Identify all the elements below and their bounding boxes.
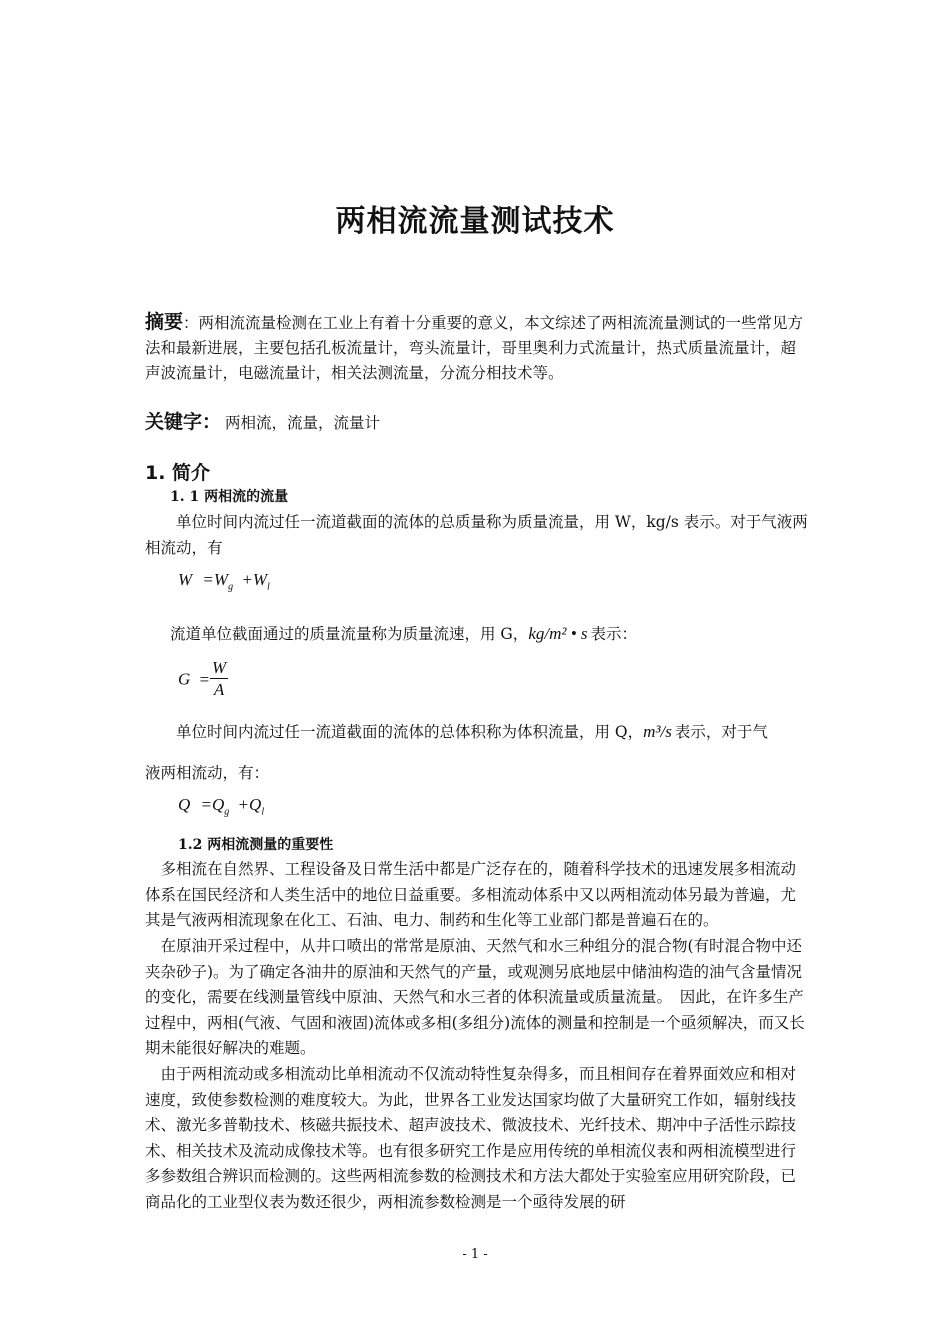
subsection-heading-1-1: 1. 1 两相流的流量	[170, 489, 289, 505]
paragraph-importance-2: 在原油开采过程中，从井口喷出的常常是原油、天然气和水三种组分的混合物(有时混合物中还夹杂砂子)。为了确定各油井的原油和天然气的产量，或观测另底地层中储油构造的油气含量情况的变化，需要在线测量管线中原油、天然气和水三者的体积流量或质量流量。 因此，在许多生产过程中，两相(气液、气固和液固)流体或多相(多组分)流体的测量和控制是一个亟须解决，而又长期未能很好解决的难题。	[145, 937, 805, 1057]
abstract	[145, 310, 810, 386]
abstract-text: ：两相流流量检测在工业上有着十分重要的意义，本文综述了两相流流量测试的一些常见方法和最新进展，主要包括孔板流量计，弯头流量计，哥里奥利力式流量计，热式质量流量计，超声波流量计，电磁流量计，相关法测流量，分流分相技术等。	[145, 314, 804, 382]
paragraph-volume-flow: 单位时间内流过任一流道截面的流体的总体积称为体积流量，用 Q，m³/s 表示，对于气	[176, 722, 768, 741]
paragraph-mass-flux: 流道单位截面通过的质量流量称为质量流速，用 G，kg/m² • s 表示：	[170, 624, 638, 643]
abstract-label: 摘要	[145, 311, 184, 333]
paragraph-importance-1: 多相流在自然界、工程设备及日常生活中都是广泛存在的，随着科学技术的迅速发展多相流动体系在国民经济和人类生活中的地位日益重要。多相流动体系中又以两相流动体另最为普遍，尤其是气液两相流现象在化工、石油、电力、制药和生化等工业部门都是普遍石在的。	[145, 860, 797, 929]
document-title: 两相流流量测试技术	[335, 204, 615, 239]
paragraph-mass-flow: 单位时间内流过任一流道截面的流体的总质量称为质量流量，用 W，kg/s 表示。对于气液两相流动，有	[145, 513, 808, 557]
paragraph-importance-3: 由于两相流动或多相流动比单相流动不仅流动特性复杂得多，而且相间存在着界面效应和相对速度，致使参数检测的难度较大。为此，世界各工业发达国家均做了大量研究工作如，辐射线技术、激光多普勒技术、核磁共振技术、超声波技术、微波技术、光纤技术、期冲中子活性示踪技术、相关技术及流动成像技术等。也有很多研究工作是应用传统的单相流仪表和两相流模型进行多参数组合辨识而检测的。这些两相流参数的检测技术和方法大都处于实验室应用研究阶段，已商品化的工业型仪表为数还很少，两相流参数检测是一个亟待发展的研	[145, 1065, 797, 1211]
equation-volume-flow: $Q =Q_g +Q_l$	[178, 795, 265, 818]
equation-mass-flux: G = $\frac{W}{A}$	[178, 658, 227, 699]
unit-mass-flux: kg/m² • s	[528, 624, 588, 643]
paragraph-volume-flow-line2: 液两相流动，有：	[145, 764, 270, 782]
keywords-label: 关键字	[145, 411, 203, 433]
keywords-colon: ：	[202, 411, 222, 433]
page-number: - 1 -	[462, 1247, 488, 1262]
subsection-heading-1-2: 1.2 两相流测量的重要性	[178, 837, 334, 853]
equation-mass-flow: $W =W_g +W_l$	[178, 570, 270, 593]
unit-volume-flow: m³/s	[643, 722, 672, 741]
section-heading: 1. 简介	[145, 462, 211, 484]
keywords-text: 两相流，流量，流量计	[225, 414, 381, 432]
keywords	[145, 410, 810, 436]
